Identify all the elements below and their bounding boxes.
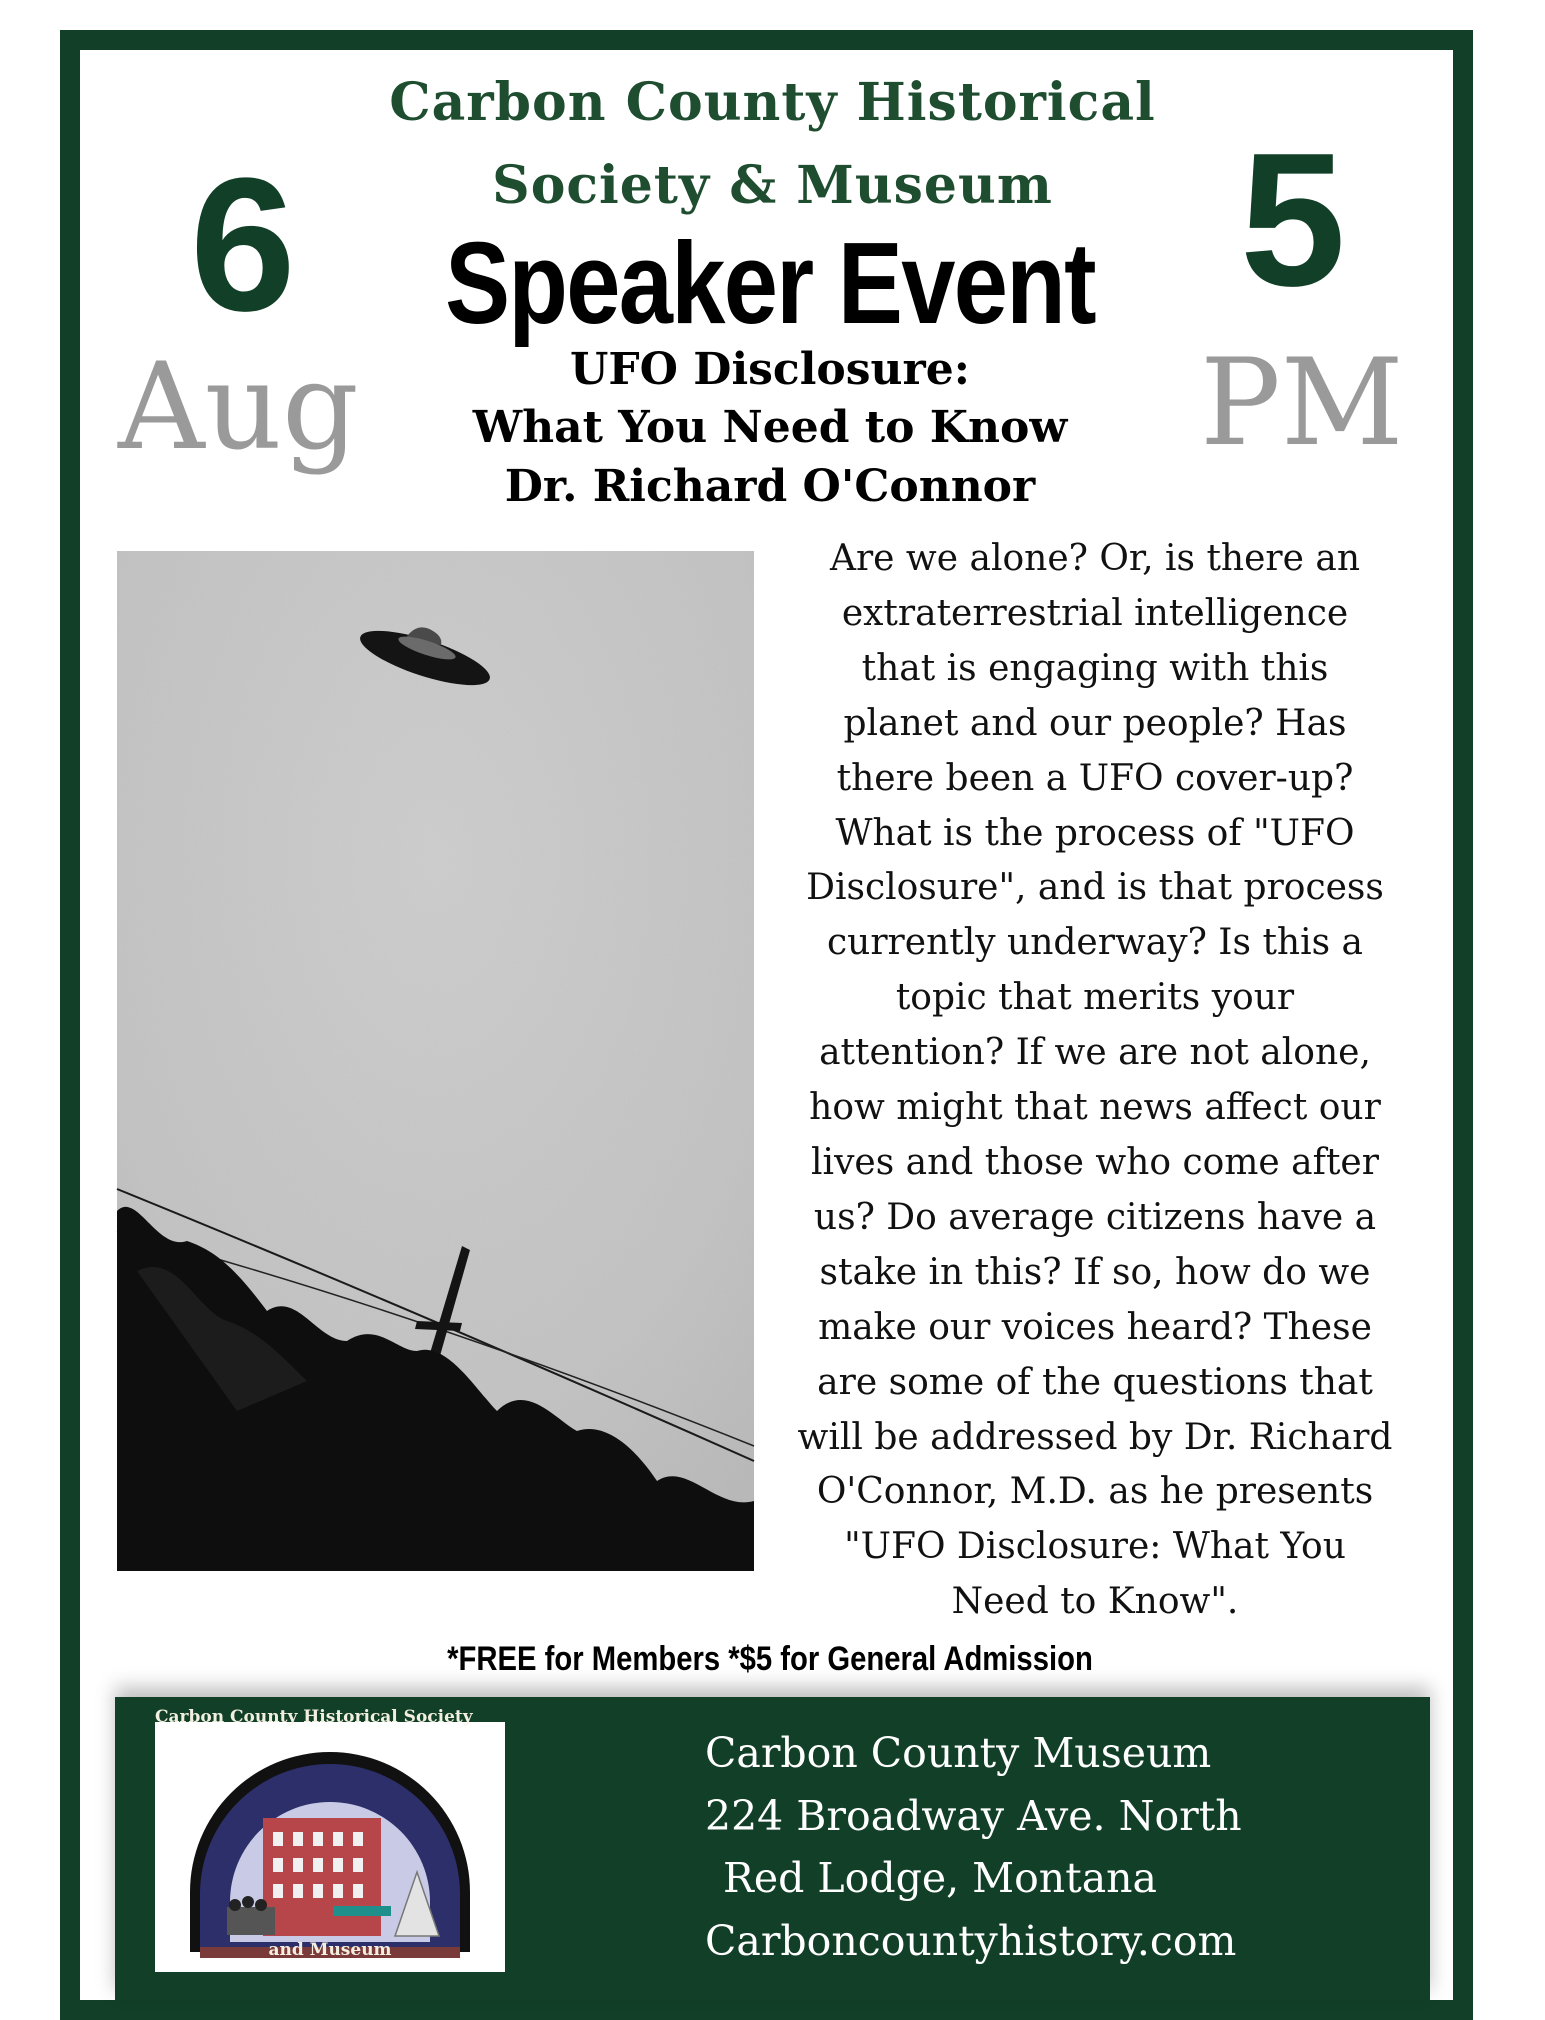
org-name-line2: Society & Museum [492, 155, 1053, 216]
talk-title-line1: UFO Disclosure: [570, 344, 970, 395]
event-ampm: PM [1200, 334, 1404, 473]
speaker-name: Dr. Richard O'Connor [504, 461, 1036, 512]
ufo-photo [117, 551, 754, 1571]
description-line: planet and our people? Has [843, 702, 1347, 744]
description-line: lives and those who come after [811, 1141, 1379, 1183]
event-hour: 5 [1240, 114, 1346, 326]
venue-name: Carbon County Museum [705, 1729, 1212, 1777]
description-line: O'Connor, M.D. as he presents [816, 1471, 1374, 1513]
museum-logo [155, 1707, 505, 1972]
description-line: make our voices heard? These [818, 1306, 1372, 1348]
footer-band [115, 1697, 1430, 2000]
description-line: us? Do average citizens have a [813, 1196, 1377, 1238]
description-line: Need to Know". [951, 1581, 1239, 1623]
event-month: Aug [118, 338, 359, 477]
admission-pricing: *FREE for Members *$5 for General Admission [447, 1640, 1093, 1678]
org-name-line1: Carbon County Historical [389, 72, 1156, 133]
museum-logo-icon [155, 1707, 505, 1972]
description-line: topic that merits your [895, 977, 1295, 1019]
venue-city: Red Lodge, Montana [723, 1854, 1157, 1902]
description-line: there been a UFO cover-up? [836, 757, 1354, 799]
description-line: Are we alone? Or, is there an [829, 538, 1361, 579]
description-line: What is the process of "UFO [835, 812, 1355, 854]
description-line: stake in this? If so, how do we [819, 1251, 1371, 1293]
event-description [770, 532, 1420, 1630]
venue-street: 224 Broadway Ave. North [705, 1792, 1242, 1840]
description-line: "UFO Disclosure: What You [844, 1526, 1346, 1568]
svg-text:and Museum: and Museum [268, 1940, 392, 1960]
description-line: attention? If we are not alone, [819, 1032, 1371, 1074]
description-line: will be addressed by Dr. Richard [797, 1416, 1393, 1458]
svg-text:Carbon County Historical Socie: Carbon County Historical Society [155, 1707, 473, 1727]
description-line: that is engaging with this [861, 647, 1329, 689]
talk-title-line2: What You Need to Know [472, 402, 1068, 453]
event-day: 6 [190, 139, 296, 351]
description-line: are some of the questions that [817, 1361, 1373, 1403]
ufo-photo-illustration [117, 551, 754, 1571]
website-link[interactable]: Carboncountyhistory.com [705, 1917, 1237, 1965]
description-line: currently underway? Is this a [827, 922, 1363, 964]
description-line: Disclosure", and is that process [806, 867, 1384, 909]
event-title: Speaker Event [445, 218, 1095, 348]
description-line: extraterrestrial intelligence [841, 592, 1349, 634]
description-line: how might that news affect our [809, 1087, 1381, 1129]
